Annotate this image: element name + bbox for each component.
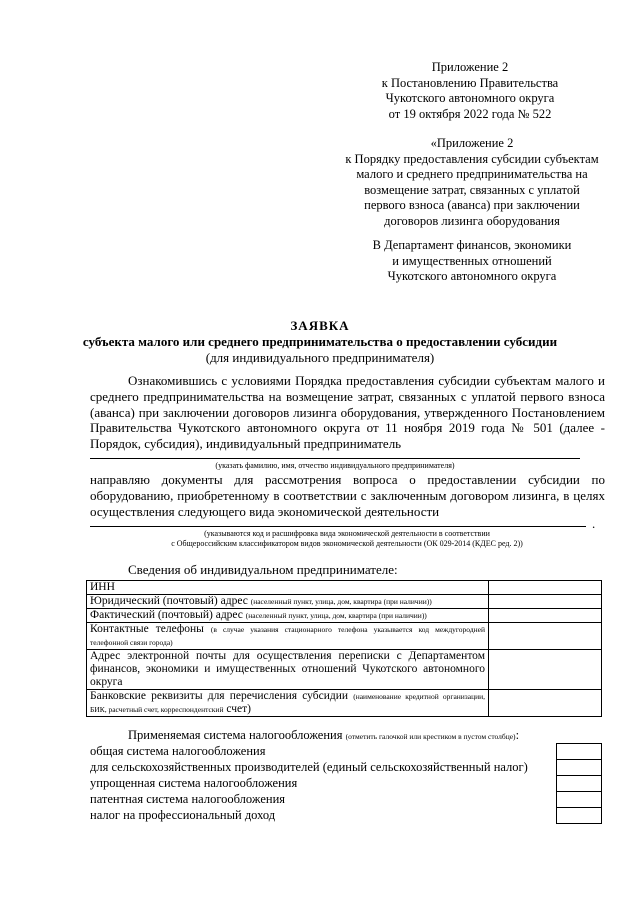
appendix-header-line: Приложение 2 (431, 60, 509, 74)
info-label-text: Контактные телефоны (90, 623, 211, 635)
tax-option-checkbox[interactable] (556, 759, 602, 775)
info-heading: Сведения об индивидуальном предпринимателе: (128, 562, 398, 577)
appendix-header-line: от 19 октября 2022 года № 522 (388, 106, 552, 121)
info-value-cell[interactable] (489, 650, 602, 690)
table-row (87, 650, 602, 690)
info-value-cell[interactable] (489, 581, 602, 595)
info-value-cell[interactable] (489, 623, 602, 650)
info-label-note: (в случае указания стационарного телефона указывается код междугородней телефонной связи города) (90, 625, 485, 647)
appendix-sub (332, 136, 612, 229)
table-row (87, 690, 602, 717)
info-label (87, 595, 489, 609)
fio-hint: (указать фамилию, имя, отчество индивидуального предпринимателя) (215, 461, 455, 470)
info-label-note: (наименование кредитной организации, БИК, расчетный счет, корреспондентский (90, 692, 486, 714)
tax-option: налог на профессиональный доход (90, 808, 276, 822)
info-label-note: (населенный пункт, улица, дом, квартира (при наличии)) (250, 597, 432, 606)
info-label-text: Фактический (почтовый) адрес (90, 609, 246, 621)
appendix-header-line: Чукотского автономного округа (385, 91, 555, 105)
okved-period: . (592, 516, 596, 531)
request-paragraph: направляю документы для рассмотрения вопроса о предоставлении субсидии по оборудованию, приобретенному в соответствии с заключенным договором лизинга, в целях осуществления следующего вида экономической деятельности (90, 472, 605, 519)
info-label (87, 690, 489, 717)
document-title: ЗАЯВКА (290, 318, 350, 333)
okved-hint-2: с Общероссийским классификатором видов экономической деятельности (ОК 029-2014 (КДЕС ред. 2)) (171, 539, 523, 548)
info-label-text: Адрес электронной почты для осуществления переписки с Департаментом финансов, экономики и имущественных отношений Чукотского автономного округа (90, 650, 485, 688)
info-label-text: Юридический (почтовый) адрес (90, 595, 251, 607)
document-subtitle-2: (для индивидуального предпринимателя) (205, 350, 435, 365)
info-label-text: Банковские реквизиты для перечисления субсидии (90, 690, 354, 702)
tax-option-checkbox[interactable] (556, 807, 602, 824)
info-value-cell[interactable] (489, 690, 602, 717)
tax-option-checkbox[interactable] (556, 775, 602, 791)
tax-heading (128, 728, 519, 743)
appendix-header-line: к Постановлению Правительства (381, 75, 559, 90)
info-table (86, 580, 602, 717)
info-label-note: (населенный пункт, улица, дом, квартира (при наличии)) (245, 611, 427, 620)
tax-option-checkbox[interactable] (556, 791, 602, 807)
appendix-sub-line: «Приложение 2 (430, 136, 514, 150)
table-row (87, 623, 602, 650)
table-row (87, 581, 602, 595)
info-label (87, 650, 489, 690)
table-row (87, 609, 602, 623)
appendix-header (330, 60, 610, 122)
info-value-cell[interactable] (489, 609, 602, 623)
tax-option: для сельскохозяйственных производителей (единый сельскохозяйственный налог) (90, 760, 528, 774)
document-subtitle: субъекта малого или среднего предпринимательства о предоставлении субсидии (82, 334, 558, 349)
appendix-sub-line: малого и среднего предпринимательства на (356, 167, 588, 181)
fio-line[interactable] (90, 458, 580, 459)
tax-option-checkbox[interactable] (556, 743, 602, 759)
table-row (87, 595, 602, 609)
appendix-sub-line: к Порядку предоставления субсидии субъектам (345, 151, 599, 166)
addressee-line: и имущественных отношений (392, 253, 552, 268)
tax-option: общая система налогообложения (90, 744, 266, 758)
tax-option: упрощенная система налогообложения (90, 776, 298, 790)
intro-paragraph: Ознакомившись с условиями Порядка предоставления субсидии субъектам малого и среднего предпринимательства на возмещение затрат, связанных с уплатой первого взноса (аванса) при заключении договоров лизинга оборудования, утвержденного Постановлением Правительства Чукотского автономного округа от 11 ноября 2019 года № 501 (далее - Порядок, субсидия), индивидуальный предприниматель (90, 373, 605, 452)
tax-heading-note: (отметить галочкой или крестиком в пустом столбце) (345, 732, 516, 741)
addressee-line: В Департамент финансов, экономики (372, 238, 572, 252)
info-label-end: счет) (223, 703, 251, 715)
addressee-line: Чукотского автономного округа (387, 269, 557, 283)
info-label (87, 581, 489, 595)
info-label (87, 623, 489, 650)
appendix-sub-line: первого взноса (аванса) при заключении (364, 198, 580, 212)
info-label (87, 609, 489, 623)
addressee (332, 238, 612, 285)
okved-hint-1: (указываются код и расшифровка вида экономической деятельности в соответствии (204, 529, 490, 538)
tax-option: патентная система налогообложения (90, 792, 286, 806)
okved-line[interactable] (90, 526, 586, 527)
info-label-text: ИНН (90, 581, 115, 593)
tax-heading-end: : (515, 728, 520, 742)
appendix-sub-line: возмещение затрат, связанных с уплатой (364, 182, 580, 197)
tax-heading-text: Применяемая система налогообложения (128, 728, 346, 742)
info-value-cell[interactable] (489, 595, 602, 609)
appendix-sub-line: договоров лизинга оборудования (384, 213, 560, 228)
